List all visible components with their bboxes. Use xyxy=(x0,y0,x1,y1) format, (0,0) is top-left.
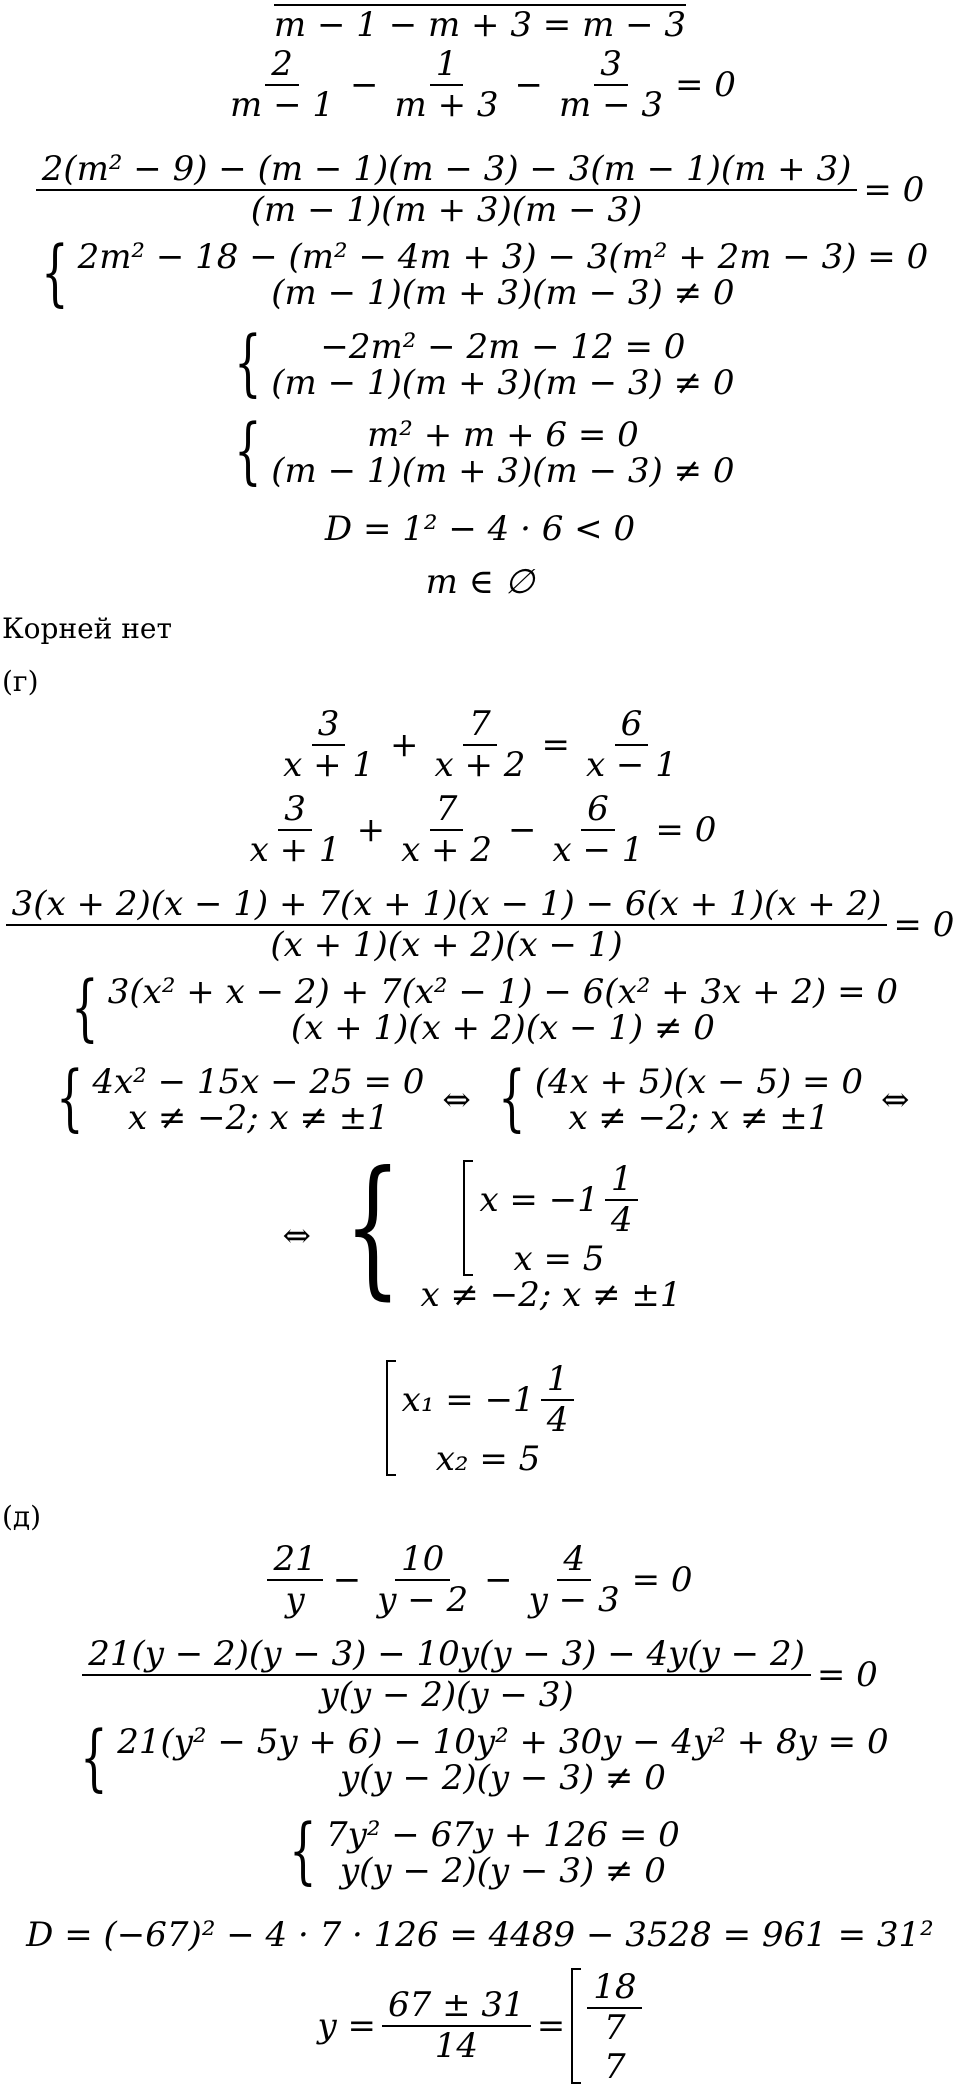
numerator: 21(y − 2)(y − 3) − 10y(y − 3) − 4y(y − 2) xyxy=(82,1635,811,1676)
root-line: x = 5 xyxy=(513,1239,605,1280)
denominator: m − 1 xyxy=(230,85,335,126)
fraction xyxy=(553,45,669,125)
numerator: 3(x + 2)(x − 1) + 7(x + 1)(x − 1) − 6(x + 1)(x + 2) xyxy=(6,885,888,926)
root-lhs: y = xyxy=(317,2006,377,2047)
denominator: (x + 1)(x + 2)(x − 1) xyxy=(270,925,623,966)
label-g: (г) xyxy=(2,665,39,698)
fraction xyxy=(371,1540,474,1620)
denominator: y − 2 xyxy=(377,1580,469,1621)
denominator: y xyxy=(285,1580,305,1621)
fraction xyxy=(523,1540,626,1620)
denominator: x − 1 xyxy=(552,830,644,871)
root-line: x₁ = −1 xyxy=(401,1380,535,1421)
equation-text: D = (−67)² − 4 · 7 · 126 = 4489 − 3528 = 961 = 31² xyxy=(26,1915,934,1955)
system-d-4: { 7y² − 67y + 126 = 0 y(y − 2)(y − 3) ≠ 0 xyxy=(289,1808,680,1892)
system-line: (m − 1)(m + 3)(m − 3) ≠ 0 xyxy=(271,451,735,491)
equation-g-2: $\frac{3}{x + 1}$ + $\frac{7}{x + 2}$ − $\frac{6}{x - 1}$ = 0 xyxy=(0,790,960,870)
equals-sign: = xyxy=(536,2006,566,2047)
numerator: 4 xyxy=(557,1540,591,1581)
denominator: (m − 1)(m + 3)(m − 3) xyxy=(250,190,643,231)
denominator: y − 3 xyxy=(528,1580,620,1621)
numerator: 3 xyxy=(312,705,346,746)
numerator: 1 xyxy=(430,45,464,86)
equation-text: D = 1² − 4 · 6 < 0 xyxy=(324,509,636,549)
fraction xyxy=(36,150,858,230)
numerator: 7 xyxy=(463,705,497,746)
numerator: 1 xyxy=(605,1160,639,1201)
numerator: 6 xyxy=(581,790,615,831)
fraction xyxy=(6,885,888,965)
rhs: = 0 xyxy=(675,65,736,106)
fraction xyxy=(267,1540,322,1620)
equivalence-sign: ⇔ xyxy=(442,1080,471,1120)
root-line: 7 xyxy=(604,2047,626,2087)
system-g-5: { 4x² − 15x − 25 = 0 x ≠ −2; x ≠ ±1 ⇔ { (4x + 5)(x − 5) = 0 x ≠ −2; x ≠ ±1 ⇔ xyxy=(0,1065,960,1135)
denominator: x − 1 xyxy=(585,745,677,786)
fraction xyxy=(244,790,347,870)
numerator: 2 xyxy=(265,45,299,86)
system-line: 3(x² + x − 2) + 7(x² − 1) − 6(x² + 3x + 2) = 0 xyxy=(107,972,899,1012)
denominator: x + 1 xyxy=(283,745,375,786)
root-line: x₂ = 5 xyxy=(435,1439,541,1480)
equation-d-1: $\frac{21}{y}$ − $\frac{10}{y - 2}$ − $\frac{4}{y - 3}$ = 0 xyxy=(0,1540,960,1620)
discriminant-d xyxy=(0,1915,960,1955)
fraction xyxy=(580,705,683,785)
fraction xyxy=(277,705,380,785)
system-g-4: { 3(x² + x − 2) + 7(x² − 1) − 6(x² + 3x + 2) = 0 (x + 1)(x + 2)(x − 1) ≠ 0 xyxy=(71,965,899,1049)
denominator: 4 xyxy=(546,1400,569,1441)
equation-text: m − 1 − m + 3 = m − 3 xyxy=(273,5,687,45)
equation-d-2 xyxy=(0,1635,960,1715)
rhs: = 0 xyxy=(631,1560,693,1601)
system-line: m² + m + 6 = 0 xyxy=(367,415,639,455)
denominator: 4 xyxy=(610,1200,633,1241)
system-line: x ≠ −2; x ≠ ±1 xyxy=(420,1275,682,1316)
numerator: 3 xyxy=(278,790,312,831)
equivalence-sign: ⇔ xyxy=(880,1080,910,1120)
system-line: y(y − 2)(y − 3) ≠ 0 xyxy=(339,1758,666,1798)
system-m-4: { −2m² − 2m − 12 = 0 (m − 1)(m + 3)(m − 3) ≠ 0 xyxy=(234,320,735,404)
equation-g-1: $\frac{3}{x + 1}$ + $\frac{7}{x + 2}$ = $\frac{6}{x - 1}$ xyxy=(0,705,960,785)
system-line: (x + 1)(x + 2)(x − 1) ≠ 0 xyxy=(290,1008,715,1048)
denominator: x + 1 xyxy=(249,830,341,871)
equation-m-1: $\frac{2}{m - 1}$ − $\frac{1}{m + 3}$ − $\frac{3}{m - 3}$ = 0 xyxy=(0,45,960,125)
numerator: 21 xyxy=(267,1540,322,1581)
denominator: y(y − 2)(y − 3) xyxy=(319,1675,574,1716)
system-line: (4x + 5)(x − 5) = 0 xyxy=(534,1062,863,1102)
numerator: 2(m² − 9) − (m − 1)(m − 3) − 3(m − 1)(m + 3) xyxy=(36,150,858,191)
rhs: = 0 xyxy=(863,170,925,211)
numerator: 3 xyxy=(594,45,628,86)
equation-m-0 xyxy=(0,4,960,45)
numerator: 67 ± 31 xyxy=(382,1986,531,2027)
answer-g xyxy=(0,1360,960,1482)
equation-m-2 xyxy=(0,150,960,230)
rhs: = 0 xyxy=(655,810,717,851)
system-line: 7y² − 67y + 126 = 0 xyxy=(326,1815,680,1855)
denominator: m + 3 xyxy=(394,85,499,126)
fraction xyxy=(605,1160,639,1240)
fraction xyxy=(587,1968,642,2048)
system-line: (m − 1)(m + 3)(m − 3) ≠ 0 xyxy=(271,273,735,313)
system-line: 2m² − 18 − (m² − 4m + 3) − 3(m² + 2m − 3) = 0 xyxy=(77,237,929,277)
system-line: x ≠ −2; x ≠ ±1 xyxy=(127,1098,389,1138)
fraction xyxy=(546,790,649,870)
denominator: 14 xyxy=(434,2026,478,2067)
denominator: x + 2 xyxy=(434,745,526,786)
fraction xyxy=(224,45,340,125)
system-m-5: { m² + m + 6 = 0 (m − 1)(m + 3)(m − 3) ≠ 0 xyxy=(234,408,735,492)
root-line: x = −1 xyxy=(479,1180,599,1221)
numerator: 7 xyxy=(430,790,464,831)
system-line: 4x² − 15x − 25 = 0 xyxy=(92,1062,425,1102)
discriminant-m xyxy=(0,509,960,549)
answer-m xyxy=(0,562,960,602)
numerator: 1 xyxy=(541,1360,575,1401)
roots-d xyxy=(0,1967,960,2087)
equation-g-3 xyxy=(0,885,960,965)
numerator: 10 xyxy=(395,1540,450,1581)
fraction xyxy=(541,1360,575,1440)
rhs: = 0 xyxy=(893,905,955,946)
no-roots-text: Корней нет xyxy=(2,612,172,645)
fraction xyxy=(395,790,498,870)
system-m-3: { 2m² − 18 − (m² − 4m + 3) − 3(m² + 2m − 3) = 0 (m − 1)(m + 3)(m − 3) ≠ 0 xyxy=(40,230,929,314)
fraction xyxy=(429,705,532,785)
numerator: 18 xyxy=(587,1968,642,2009)
equation-text: m ∈ ∅ xyxy=(425,562,535,602)
system-line: −2m² − 2m − 12 = 0 xyxy=(320,327,686,367)
system-g-6: ⇔ { x = −1 $\frac{1}{4}$ x = 5 x ≠ −2; x ≠ ±1 xyxy=(0,1160,960,1312)
rhs: = 0 xyxy=(816,1655,878,1696)
system-d-3: { 21(y² − 5y + 6) − 10y² + 30y − 4y² + 8y = 0 y(y − 2)(y − 3) ≠ 0 xyxy=(80,1715,889,1799)
system-line: x ≠ −2; x ≠ ±1 xyxy=(568,1098,830,1138)
denominator: 7 xyxy=(604,2008,626,2049)
system-line: 21(y² − 5y + 6) − 10y² + 30y − 4y² + 8y = 0 xyxy=(117,1722,889,1762)
fraction xyxy=(82,1635,811,1715)
denominator: m − 3 xyxy=(559,85,663,126)
system-line: y(y − 2)(y − 3) ≠ 0 xyxy=(339,1851,666,1891)
fraction xyxy=(382,1986,531,2066)
fraction xyxy=(389,45,505,125)
system-line: (m − 1)(m + 3)(m − 3) ≠ 0 xyxy=(271,363,735,403)
label-d: (д) xyxy=(2,1500,42,1533)
equivalence-sign: ⇔ xyxy=(282,1216,311,1257)
numerator: 6 xyxy=(615,705,649,746)
denominator: x + 2 xyxy=(401,830,492,871)
